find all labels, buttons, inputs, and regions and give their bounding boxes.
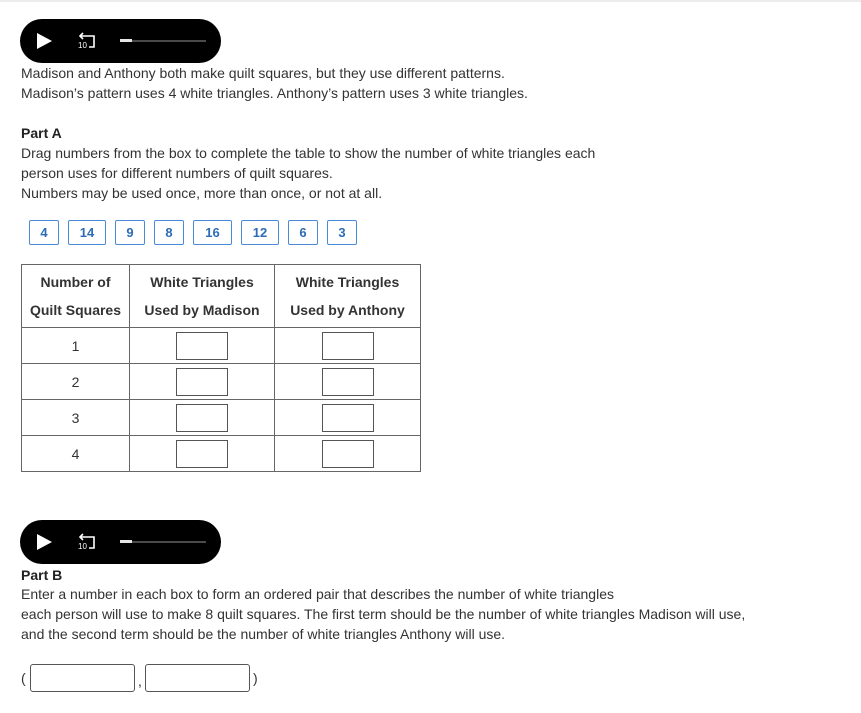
play-icon[interactable] [37, 534, 52, 550]
rewind-10-icon[interactable] [76, 533, 98, 551]
quilt-squares-cell: 2 [22, 364, 130, 400]
part-b-instruction-2: each person will use to make 8 quilt squares. The first term should be the number of white triangles Madison will use, [21, 606, 746, 622]
drop-target-anthony[interactable] [322, 368, 374, 396]
part-b-instruction-3: and the second term should be the number of white triangles Anthony will use. [21, 626, 506, 642]
number-tile[interactable]: 14 [68, 220, 106, 245]
close-paren: ) [253, 670, 258, 686]
drop-target-madison[interactable] [176, 440, 228, 468]
number-tile[interactable]: 6 [288, 220, 318, 245]
drop-target-anthony[interactable] [322, 404, 374, 432]
number-tile[interactable]: 3 [327, 220, 357, 245]
svg-text:10: 10 [78, 542, 87, 551]
audio-progress[interactable] [120, 39, 132, 42]
rewind-10-icon[interactable] [76, 32, 98, 50]
triangles-table [21, 264, 421, 472]
number-tile[interactable]: 9 [115, 220, 145, 245]
table-row [22, 364, 421, 400]
comma: , [138, 673, 142, 689]
madison-cell [130, 328, 275, 364]
open-paren: ( [21, 670, 26, 686]
audio-track[interactable] [120, 541, 206, 543]
table-row [22, 436, 421, 472]
part-a-instruction-3: Numbers may be used once, more than once, or not at all. [21, 185, 383, 201]
header-anthony: White Triangles Used by Anthony [275, 265, 421, 328]
table-row [22, 328, 421, 364]
drop-target-madison[interactable] [176, 404, 228, 432]
intro-line-2: Madison’s pattern uses 4 white triangles. Anthony’s pattern uses 3 white triangles. [21, 85, 528, 101]
header-quilt-squares: Number of Quilt Squares [22, 265, 130, 328]
number-tile[interactable]: 4 [29, 220, 59, 245]
part-b-heading: Part B [21, 567, 63, 583]
audio-player [20, 520, 221, 564]
anthony-cell [275, 364, 421, 400]
drop-target-anthony[interactable] [322, 440, 374, 468]
madison-cell [130, 400, 275, 436]
part-b-instruction-1: Enter a number in each box to form an ordered pair that describes the number of white triangles [21, 586, 614, 602]
table-row [22, 400, 421, 436]
number-tile[interactable]: 8 [154, 220, 184, 245]
part-a-instruction-1: Drag numbers from the box to complete the table to show the number of white triangles each [21, 145, 596, 161]
madison-answer-input[interactable] [30, 664, 135, 692]
top-divider [0, 0, 861, 2]
number-tile[interactable]: 12 [241, 220, 279, 245]
part-a-heading: Part A [21, 125, 62, 141]
svg-text:10: 10 [78, 41, 87, 50]
madison-cell [130, 364, 275, 400]
anthony-cell [275, 400, 421, 436]
anthony-cell [275, 436, 421, 472]
anthony-cell [275, 328, 421, 364]
header-madison: White Triangles Used by Madison [130, 265, 275, 328]
drop-target-madison[interactable] [176, 332, 228, 360]
play-icon[interactable] [37, 33, 52, 49]
drop-target-madison[interactable] [176, 368, 228, 396]
audio-progress[interactable] [120, 540, 132, 543]
anthony-answer-input[interactable] [145, 664, 250, 692]
audio-player [20, 19, 221, 63]
quilt-squares-cell: 3 [22, 400, 130, 436]
quilt-squares-cell: 4 [22, 436, 130, 472]
part-a-instruction-2: person uses for different numbers of quilt squares. [21, 165, 333, 181]
audio-track[interactable] [120, 40, 206, 42]
madison-cell [130, 436, 275, 472]
drop-target-anthony[interactable] [322, 332, 374, 360]
intro-line-1: Madison and Anthony both make quilt squares, but they use different patterns. [21, 65, 505, 81]
table-header-row [22, 265, 421, 328]
number-tile[interactable]: 16 [193, 220, 232, 245]
quilt-squares-cell: 1 [22, 328, 130, 364]
